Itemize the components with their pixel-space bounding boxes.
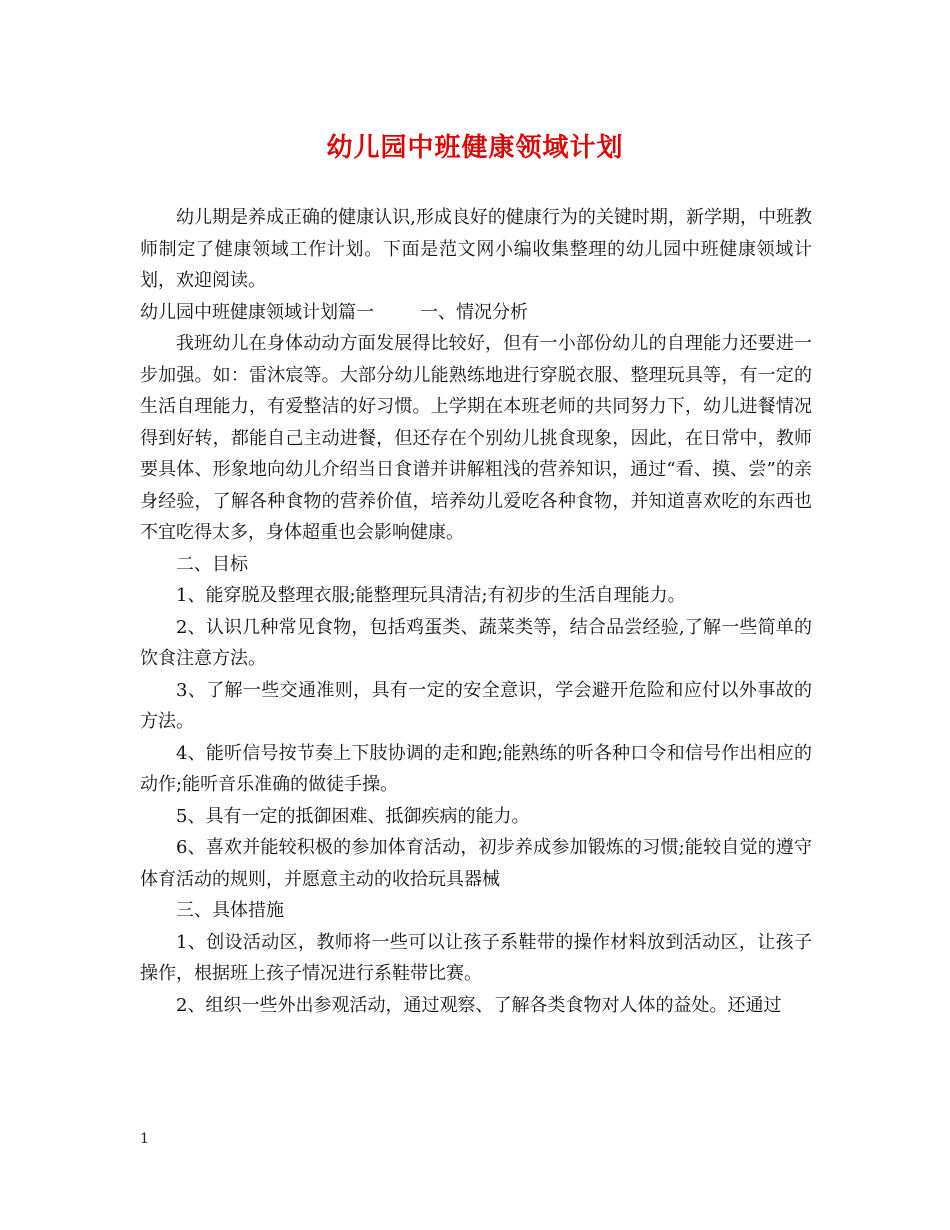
- section-heading-goals: 二、目标: [176, 553, 248, 575]
- section-heading-line: [140, 297, 812, 329]
- goal-item: 1、能穿脱及整理衣服;能整理玩具清洁;有初步的生活自理能力。: [176, 585, 686, 606]
- intro-paragraph: 幼儿期是养成正确的健康认识,形成良好的健康行为的关键时期，新学期，中班教师制定了健康领域工作计划。下面是范文网小编收集整理的幼儿园中班健康领域计划，欢迎阅读。: [140, 207, 812, 291]
- goal-item: 2、认识几种常见食物，包括鸡蛋类、蔬菜类等，结合品尝经验,了解一些简单的饮食注意方法。: [140, 616, 812, 669]
- goal-item: 6、喜欢并能较积极的参加体育活动，初步养成参加锻炼的习惯;能较自觉的遵守体育活动的规则，并愿意主动的收拾玩具器械: [140, 837, 812, 890]
- goal-item: 4、能听信号按节奏上下肢协调的走和跑;能熟练的听各种口令和信号作出相应的动作;能听音乐准确的做徒手操。: [140, 742, 812, 795]
- section-heading-situation: 一、情况分析: [420, 301, 528, 323]
- situation-paragraph: 我班幼儿在身体动动方面发展得比较好，但有一小部份幼儿的自理能力还要进一步加强。如：雷沐宸等。大部分幼儿能熟练地进行穿脱衣服、整理玩具等，有一定的生活自理能力，有爱整洁的好习惯。上学期在本班老师的共同努力下，幼儿进餐情况得到好转，都能自己主动进餐，但还存在个别幼儿挑食现象，因此，在日常中，教师要具体、形象地向幼儿介绍当日食谱并讲解粗浅的营养知识，通过“看、摸、尝”的亲身经验，了解各种食物的营养价值，培养幼儿爱吃各种食物，并知道喜欢吃的东西也不宜吃得太多，身体超重也会影响健康。: [140, 333, 812, 543]
- section-heading-measures: 三、具体措施: [176, 900, 284, 921]
- measure-item: 2、组织一些外出参观活动，通过观察、了解各类食物对人体的益处。还通过: [176, 994, 782, 1016]
- part-heading: 幼儿园中班健康领域计划篇一: [140, 301, 374, 323]
- document-title: 幼儿园中班健康领域计划: [326, 133, 624, 163]
- goal-item: 5、具有一定的抵御困难、抵御疾病的能力。: [176, 805, 530, 827]
- page-number: 1: [140, 1131, 149, 1147]
- document-body: [140, 202, 812, 1021]
- goal-item: 3、了解一些交通准则，具有一定的安全意识，学会避开危险和应付以外事故的方法。: [140, 679, 812, 732]
- measure-item: 1、创设活动区，教师将一些可以让孩子系鞋带的操作材料放到活动区，让孩子操作，根据班上孩子情况进行系鞋带比赛。: [140, 931, 812, 984]
